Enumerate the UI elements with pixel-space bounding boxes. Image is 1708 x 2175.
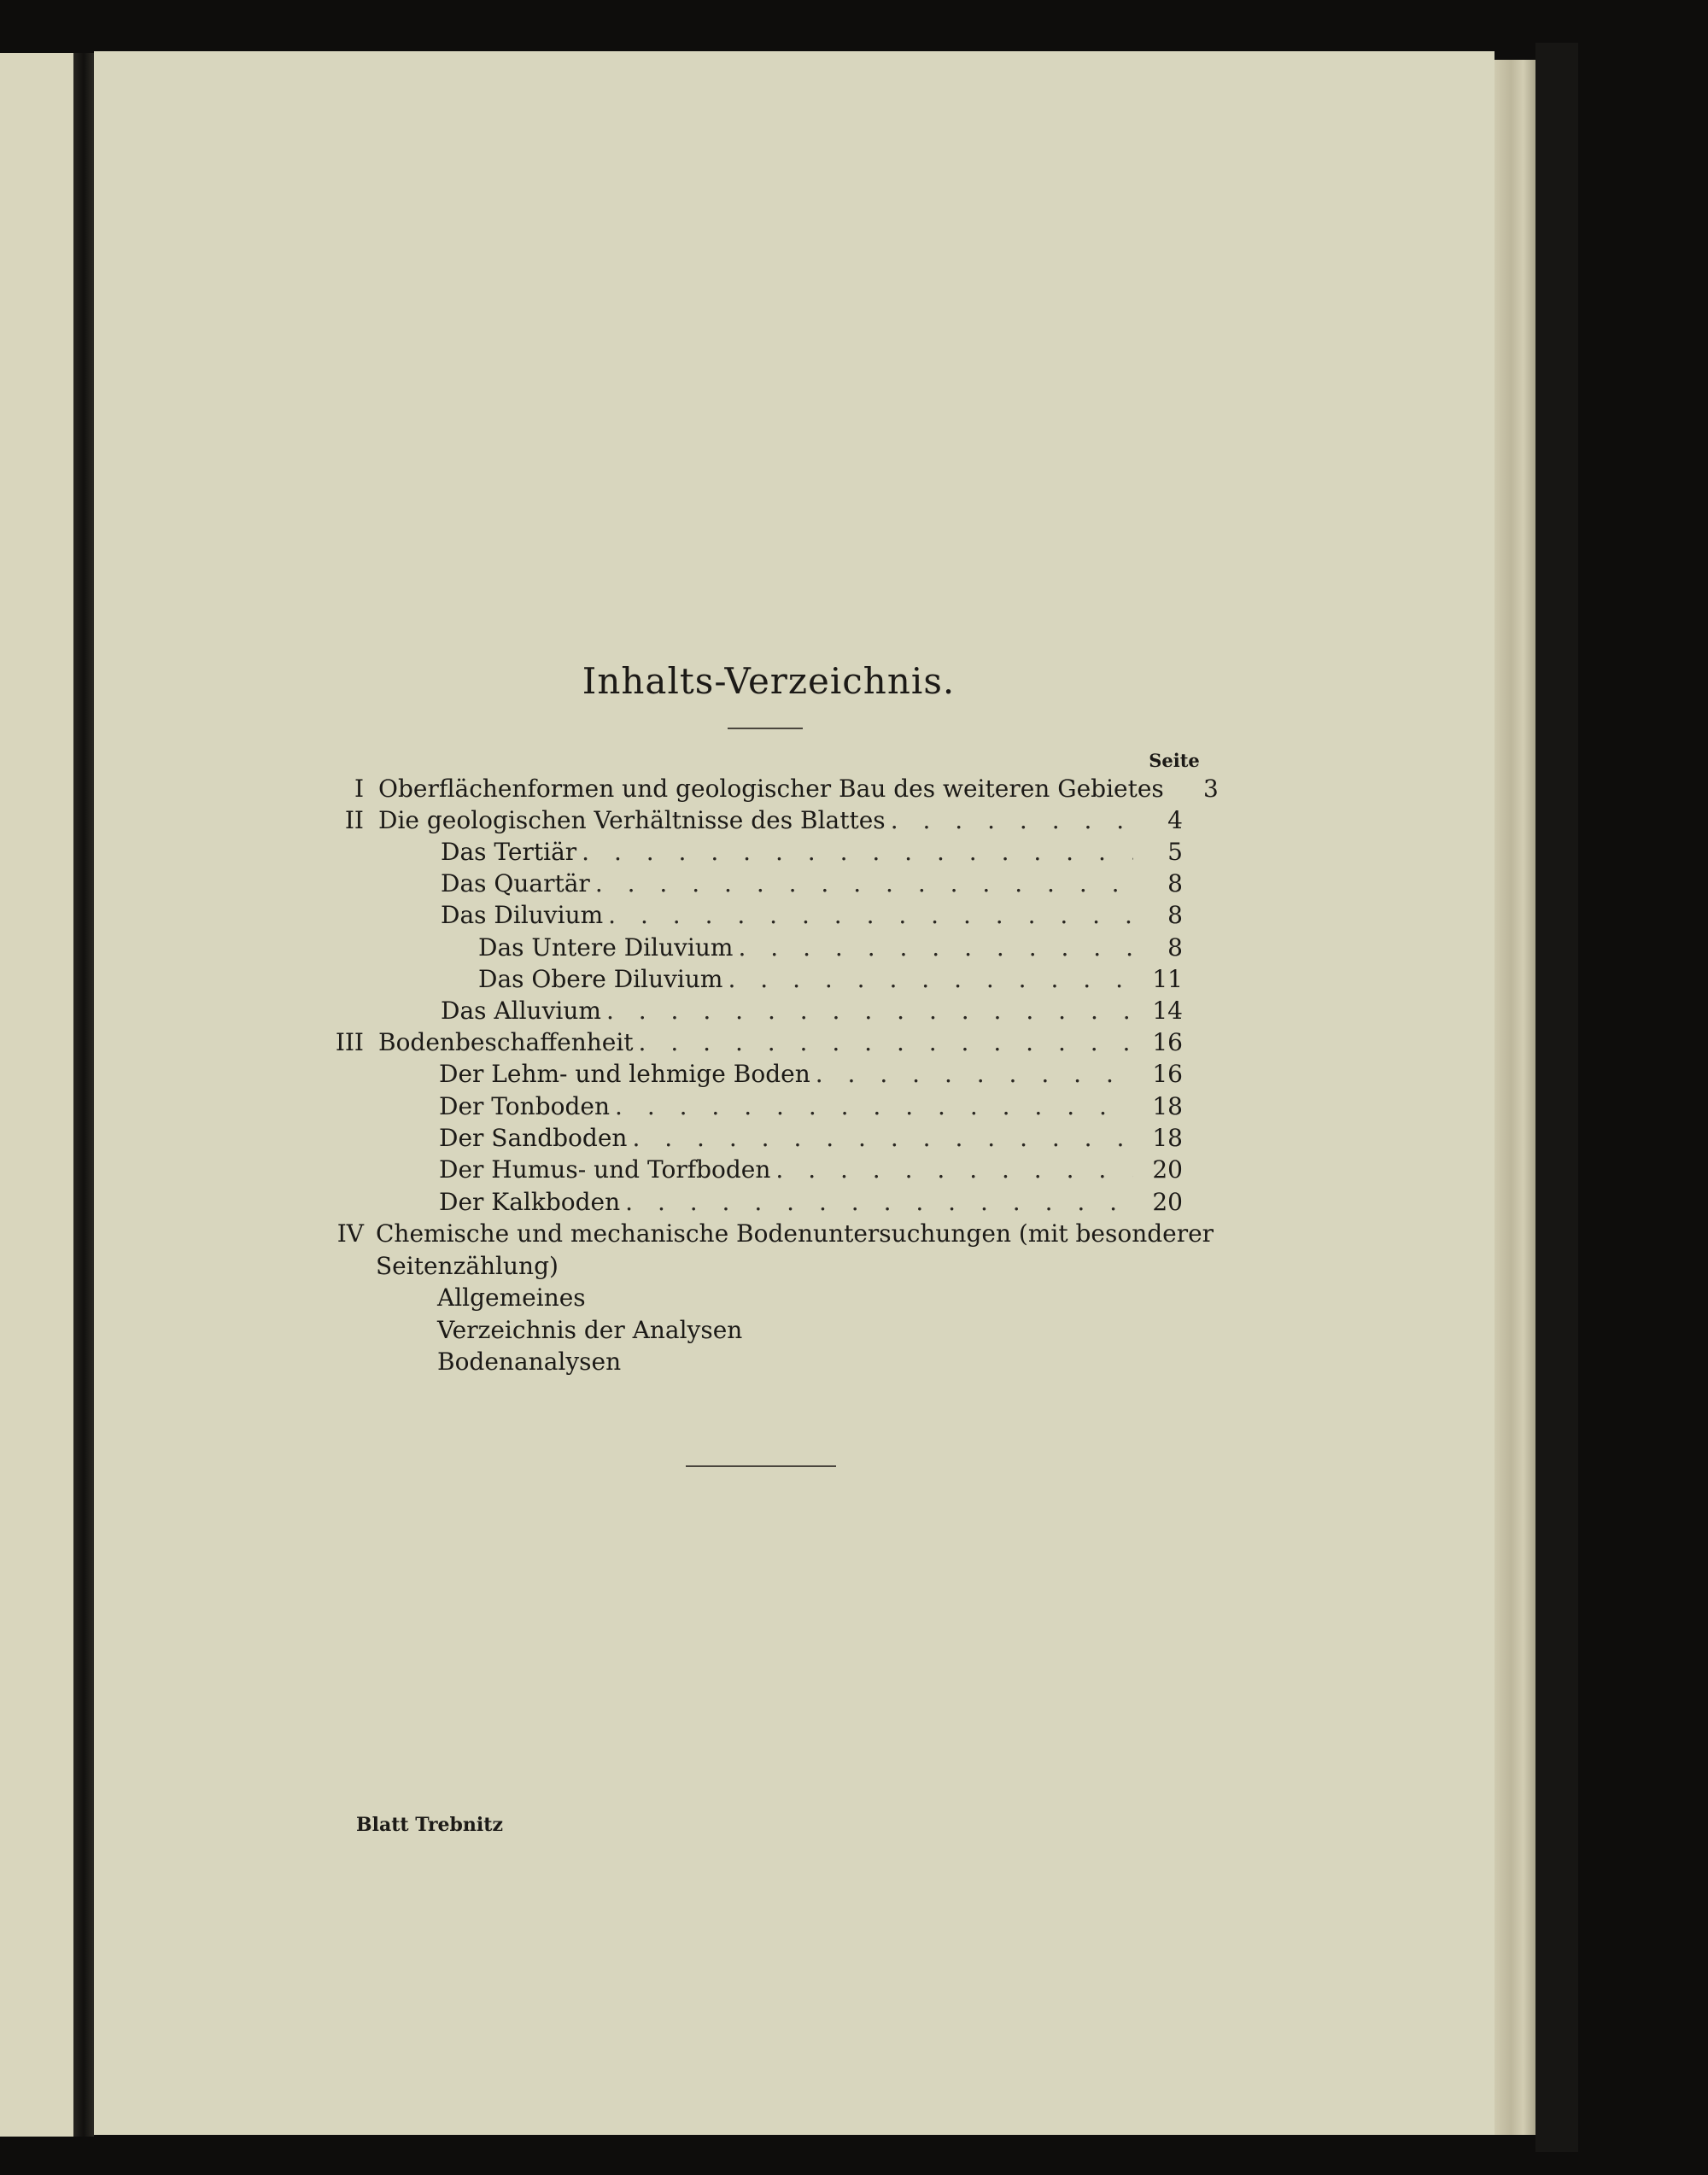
dot-leader (891, 805, 1133, 836)
toc-entry[interactable] (439, 1059, 1183, 1090)
section-numeral: I (354, 775, 364, 803)
closing-rule (686, 1465, 836, 1467)
page-title: Inhalts-Verzeichnis. (582, 660, 956, 702)
dot-leader (625, 1187, 1133, 1218)
section-numeral: II (344, 806, 364, 834)
entry-label: Der Kalkboden (439, 1188, 621, 1216)
dot-leader (615, 1091, 1133, 1122)
entry-label: Das Alluvium (441, 997, 601, 1025)
entry-page: 8 (1167, 869, 1183, 897)
entry-page: 16 (1152, 1060, 1183, 1088)
entry-label: Das Obere Diluvium (478, 965, 723, 993)
entry-label: Das Quartär (441, 869, 590, 897)
entry-page: 5 (1167, 838, 1183, 866)
entry-label: Die geologischen Verhältnisse des Blattes (378, 806, 886, 834)
column-header-seite: Seite (1149, 750, 1200, 771)
toc-entry[interactable] (441, 868, 1183, 899)
toc-entry[interactable] (378, 1027, 1183, 1058)
toc-entry[interactable]: Bodenanalysen (437, 1348, 622, 1376)
toc-entry[interactable]: Allgemeines (437, 1283, 586, 1312)
entry-page: 3 (1202, 775, 1219, 803)
section-numeral: III (335, 1028, 364, 1056)
toc-entry[interactable] (378, 774, 1219, 804)
entry-label: Der Humus- und Torfboden (439, 1155, 771, 1184)
entry-label: Der Lehm- und lehmige Boden (439, 1060, 810, 1088)
toc-entry[interactable] (439, 1091, 1183, 1122)
dot-leader (816, 1059, 1133, 1090)
entry-page: 20 (1152, 1155, 1183, 1184)
entry-page: 4 (1167, 806, 1183, 834)
toc-entry-line[interactable]: Seitenzählung) (376, 1252, 559, 1280)
entry-page: 16 (1152, 1028, 1183, 1056)
toc-entry[interactable] (478, 964, 1183, 995)
entry-page: 8 (1167, 933, 1183, 962)
dot-leader (595, 868, 1133, 899)
toc-entry[interactable] (439, 1187, 1183, 1218)
entry-page: 11 (1152, 965, 1183, 993)
toc-entry[interactable] (441, 996, 1183, 1026)
entry-page: 8 (1167, 901, 1183, 929)
dot-leader (632, 1123, 1133, 1154)
entry-page: 20 (1152, 1188, 1183, 1216)
toc-entry[interactable] (441, 900, 1183, 931)
page-footer: Blatt Trebnitz (356, 1814, 503, 1836)
dot-leader (738, 933, 1133, 963)
toc-entry[interactable] (441, 837, 1183, 868)
entry-label: Der Sandboden (439, 1124, 628, 1152)
dot-leader (606, 996, 1133, 1026)
entry-page: 18 (1152, 1124, 1183, 1152)
entry-label: Das Untere Diluvium (478, 933, 734, 962)
entry-label: Der Tonboden (439, 1092, 611, 1120)
dot-leader (608, 900, 1133, 931)
entry-label: Das Diluvium (441, 901, 604, 929)
toc-entry-line[interactable]: Chemische und mechanische Bodenuntersuchungen (mit besonderer (376, 1219, 1214, 1248)
entry-page: 14 (1152, 997, 1183, 1025)
dot-leader (775, 1155, 1133, 1185)
toc-entry[interactable] (378, 805, 1183, 836)
dot-leader (728, 964, 1133, 995)
dot-leader (582, 837, 1133, 868)
toc-entry[interactable] (439, 1155, 1183, 1185)
section-numeral: IV (336, 1219, 364, 1248)
entry-label: Oberflächenformen und geologischer Bau des weiteren Gebietes (378, 775, 1164, 803)
toc-entry[interactable] (478, 933, 1183, 963)
entry-label: Das Tertiär (441, 838, 577, 866)
entry-page: 18 (1152, 1092, 1183, 1120)
toc-entry[interactable] (439, 1123, 1183, 1154)
entry-label: Bodenbeschaffenheit (378, 1028, 634, 1056)
toc-entry[interactable]: Verzeichnis der Analysen (437, 1316, 743, 1344)
dot-leader (639, 1027, 1133, 1058)
